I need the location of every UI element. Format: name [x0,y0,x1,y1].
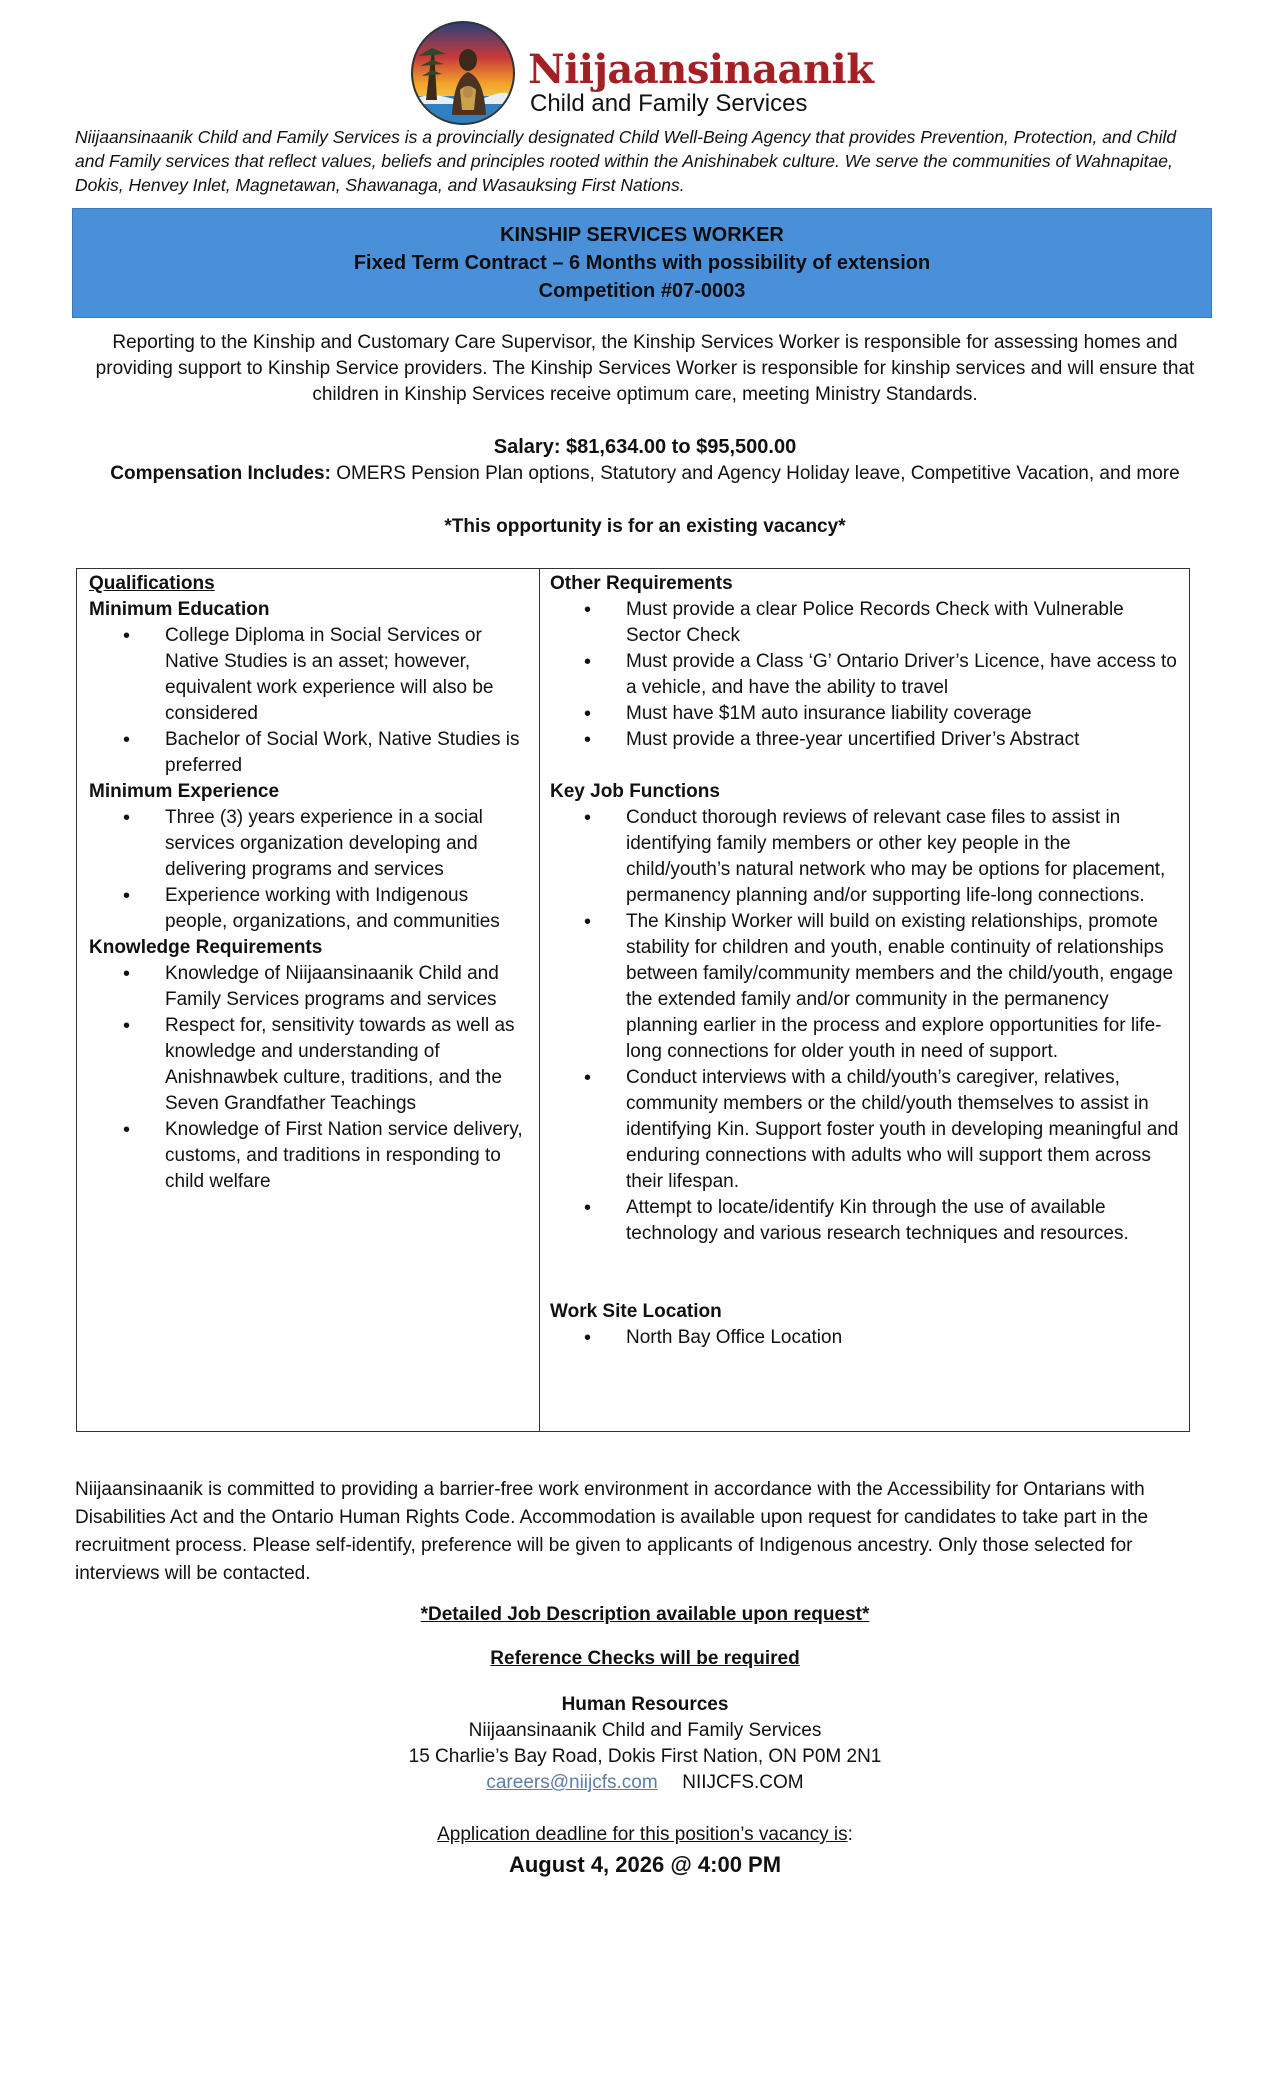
list-item: • Three (3) years experience in a social services organization developing and delivering programs and services [89,805,529,883]
job-description-note: *Detailed Job Description available upon request* [420,1604,870,1625]
reference-note: Reference Checks will be required [490,1648,800,1669]
qualifications-heading: Qualifications [89,573,215,594]
min-experience-list [89,805,529,935]
compensation [75,463,1215,485]
work-site-heading: Work Site Location [550,1301,722,1322]
deadline-date: August 4, 2026 @ 4:00 PM [508,1852,782,1877]
list-item: • Knowledge of Niijaansinaanik Child and Family Services programs and services [89,961,529,1013]
list-item: • Must provide a three-year uncertified Driver’s Abstract [550,727,1179,753]
other-requirements-heading: Other Requirements [550,573,733,594]
other-requirements-list [550,597,1179,753]
contact-address: 15 Charlie’s Bay Road, Dokis First Nation, ON P0M 2N1 [408,1746,882,1767]
min-education-list [89,623,529,779]
list-item: • Conduct interviews with a child/youth’s caregiver, relatives, community members or the child/youth themselves to assist in identifying Kin. Support foster youth in developing meaningful and enduring connections with adults who will support them across their lifespan. [550,1065,1179,1195]
contact-org: Niijaansinaanik Child and Family Services [468,1720,822,1741]
list-item: • Experience working with Indigenous people, organizations, and communities [89,883,529,935]
list-item: • Bachelor of Social Work, Native Studies is preferred [89,727,529,779]
min-education-heading: Minimum Education [89,599,270,620]
key-functions-list [550,805,1179,1247]
email-link[interactable]: careers@niijcfs.com [486,1772,658,1793]
list-item: • Must provide a Class ‘G’ Ontario Driver’s Licence, have access to a vehicle, and have the ability to travel [550,649,1179,701]
job-summary: Reporting to the Kinship and Customary Care Supervisor, the Kinship Services Worker is responsible for assessing homes and providing support to Kinship Service providers. The Kinship Services Worker is responsible for kinship services and will ensure that children in Kinship Services receive optimum care, meeting Ministry Standards. [95,332,1195,405]
contact-links [75,1772,1215,1794]
list-item: • Must have $1M auto insurance liability coverage [550,701,1179,727]
requirements-column [540,569,1189,1431]
key-functions-heading: Key Job Functions [550,781,720,802]
deadline-label: Application deadline for this position’s vacancy is [437,1824,848,1845]
logo-name: Niijaansinaanik [528,46,874,93]
list-item: • Attempt to locate/identify Kin through the use of available technology and various research techniques and resources. [550,1195,1179,1247]
list-item: • College Diploma in Social Services or Native Studies is an asset; however, equivalent work experience will also be considered [89,623,529,727]
competition-number: Competition #07-0003 [538,280,746,302]
deadline-label-line [75,1824,1215,1846]
list-item: • North Bay Office Location [550,1325,1179,1351]
knowledge-heading: Knowledge Requirements [89,937,323,958]
requirements-table [76,568,1190,1432]
salary-range: Salary: $81,634.00 to $95,500.00 [493,436,797,458]
list-item: • Knowledge of First Nation service delivery, customs, and traditions in responding to child welfare [89,1117,529,1195]
job-title: KINSHIP SERVICES WORKER [500,224,784,246]
compensation-text: OMERS Pension Plan options, Statutory and Agency Holiday leave, Competitive Vacation, and more [330,463,1180,484]
compensation-label: Compensation Includes: [110,463,331,484]
contract-term: Fixed Term Contract – 6 Months with possibility of extension [353,252,931,274]
list-item: • Conduct thorough reviews of relevant case files to assist in identifying family members or other key people in the child/youth’s natural network who may be options for placement, permanency planning and/or supporting life-long connections. [550,805,1179,909]
agency-logo [410,20,874,128]
knowledge-list [89,961,529,1195]
contact-heading: Human Resources [561,1694,729,1715]
logo-subtitle: Child and Family Services [530,90,808,117]
list-item: • Respect for, sensitivity towards as well as knowledge and understanding of Anishnawbek culture, traditions, and the Seven Grandfather Teachings [89,1013,529,1117]
agency-intro: Niijaansinaanik Child and Family Services is a provincially designated Child Well-Being Agency that provides Prevention, Protection, and Child and Family services that reflect values, beliefs and principles rooted within the Anishinabek culture. We serve the communities of Wahnapitae, Dokis, Henvey Inlet, Magnetawan, Shawanaga, and Wasauksing First Nations. [75,127,1177,195]
work-site-list [550,1325,1179,1351]
qualifications-column [77,569,540,1431]
logo-emblem-icon [410,20,516,126]
min-experience-heading: Minimum Experience [89,781,280,802]
list-item: • Must provide a clear Police Records Check with Vulnerable Sector Check [550,597,1179,649]
job-title-banner [72,208,1212,318]
accessibility-statement: Niijaansinaanik is committed to providing a barrier-free work environment in accordance with the Accessibility for Ontarians with Disabilities Act and the Ontario Human Rights Code. Accommodation is available upon request for candidates to take part in the recruitment process. Please self-identify, preference will be given to applicants of Indigenous ancestry. Only those selected for interviews will be contacted. [75,1479,1149,1584]
deadline-colon: : [847,1824,853,1845]
vacancy-note: *This opportunity is for an existing vacancy* [444,516,846,537]
list-item: • The Kinship Worker will build on existing relationships, promote stability for children and youth, enable continuity of relationships between family/community members and the child/youth, engage the extended family and/or community in the permanency planning earlier in the process and explore opportunities for life-long connections for older youth in need of support. [550,909,1179,1065]
website-text: NIIJCFS.COM [682,1772,804,1793]
